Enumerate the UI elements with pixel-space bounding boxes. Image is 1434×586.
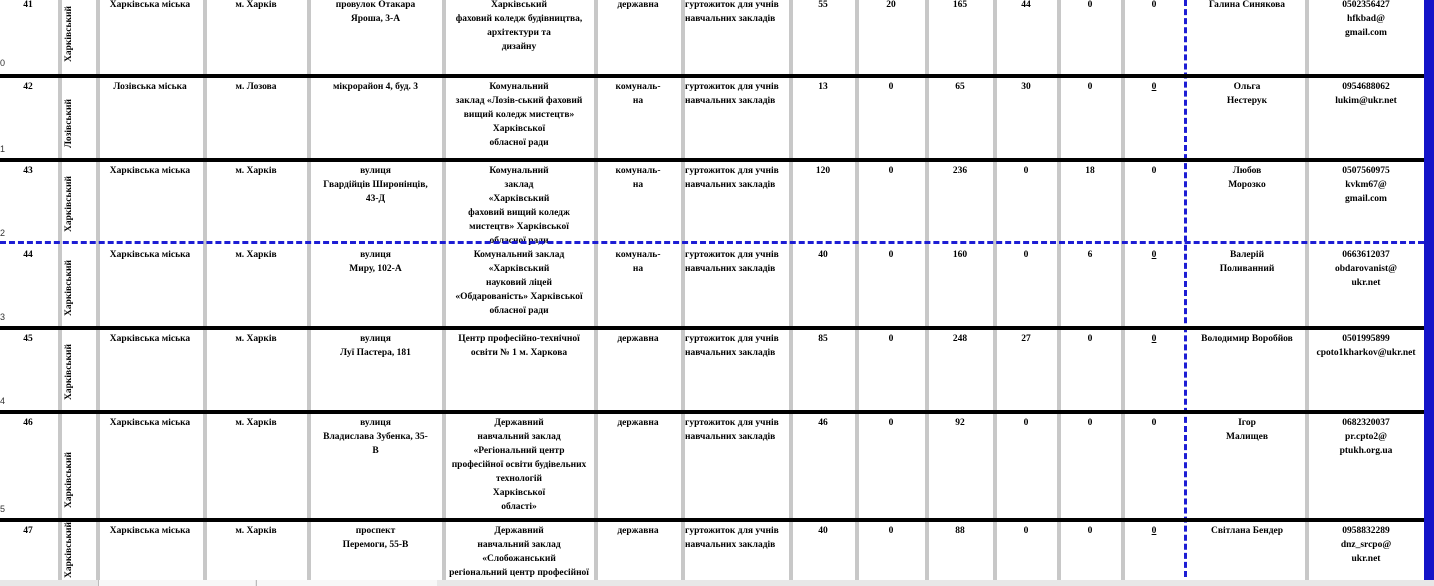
facility-type-cell[interactable]: гуртожиток для учнів навчальних закладів: [685, 334, 779, 358]
contact-person-cell[interactable]: Валерій Поливанний: [1219, 250, 1275, 274]
row-number-cell[interactable]: 46: [23, 418, 33, 428]
value-cell-2[interactable]: 0: [888, 250, 894, 260]
ownership-cell[interactable]: державна: [617, 418, 659, 428]
address-cell[interactable]: вулиця Гвардійців Широнінців, 43-Д: [323, 166, 428, 204]
phone-text: 0507560975: [1342, 166, 1390, 176]
row-number-cell[interactable]: 42: [23, 82, 33, 92]
contact-person-cell[interactable]: Володимир Воробйов: [1201, 334, 1293, 344]
value-cell-2[interactable]: 0: [888, 334, 894, 344]
district-label: Харківський: [64, 260, 74, 316]
community-cell[interactable]: Харківська міська: [109, 418, 191, 428]
contact-person-cell[interactable]: Галина Синякова: [1208, 0, 1286, 10]
email-text: kvkm67@ gmail.com: [1345, 180, 1387, 204]
row-header-fragment: 2: [0, 228, 6, 238]
contact-info-cell[interactable]: [1309, 0, 1423, 40]
contact-info-cell[interactable]: [1309, 524, 1423, 566]
value-cell-6[interactable]: 0: [1151, 166, 1157, 176]
city-cell[interactable]: м. Харків: [235, 334, 277, 344]
institution-cell[interactable]: Комунальний заклад «Харківський фаховий вищий коледж мистецтв» Харківської обласної ради: [468, 166, 570, 246]
community-cell[interactable]: Лозівська міська: [113, 82, 187, 92]
value-cell-4[interactable]: 27: [1021, 334, 1031, 344]
value-cell-1[interactable]: 120: [815, 166, 831, 176]
email-text: lukim@ukr.net: [1335, 96, 1397, 106]
value-cell-1[interactable]: 40: [818, 250, 828, 260]
value-cell-4[interactable]: 30: [1021, 82, 1031, 92]
city-cell[interactable]: м. Харків: [235, 166, 277, 176]
table-row[interactable]: [0, 520, 1424, 586]
district-label: Харківський: [64, 344, 74, 400]
institution-cell[interactable]: Комунальний заклад «Лозів-ський фаховий вищий коледж мистецтв» Харківської обласної ради: [455, 82, 583, 148]
city-cell[interactable]: м. Харків: [235, 526, 277, 536]
value-cell-5[interactable]: 0: [1087, 526, 1093, 536]
row-header-fragment: 4: [0, 396, 6, 406]
value-cell-1[interactable]: 46: [818, 418, 828, 428]
ownership-cell[interactable]: комуналь- на: [615, 166, 661, 190]
phone-text: 0502356427: [1342, 0, 1390, 10]
table-row[interactable]: [0, 328, 1424, 408]
contact-info-cell[interactable]: [1309, 164, 1423, 206]
facility-type-cell[interactable]: гуртожиток для учнів навчальних закладів: [685, 166, 779, 190]
address-cell[interactable]: вулиця Луї Пастера, 181: [340, 334, 411, 358]
contact-person-cell[interactable]: Світлана Бендер: [1210, 526, 1283, 536]
value-cell-6[interactable]: 0: [1151, 0, 1157, 10]
value-cell-3[interactable]: 160: [952, 250, 968, 260]
city-cell[interactable]: м. Харків: [235, 0, 277, 10]
sheet-tab[interactable]: [256, 580, 437, 586]
ownership-cell[interactable]: державна: [617, 0, 659, 10]
value-cell-2[interactable]: 0: [888, 418, 894, 428]
row-number-cell[interactable]: 45: [23, 334, 33, 344]
value-cell-1[interactable]: 85: [818, 334, 828, 344]
table-row[interactable]: [0, 76, 1424, 156]
contact-info-cell[interactable]: [1309, 332, 1423, 360]
district-cell[interactable]: [64, 80, 78, 152]
row-number-cell[interactable]: 44: [23, 250, 33, 260]
district-cell[interactable]: [64, 164, 78, 236]
institution-cell[interactable]: Харківський фаховий коледж будівництва, архітектури та дизайну: [455, 0, 583, 52]
value-cell-5[interactable]: 0: [1087, 82, 1093, 92]
sheet-scrollbar[interactable]: [0, 580, 1434, 586]
row-number-cell[interactable]: 47: [23, 526, 33, 536]
district-cell[interactable]: [64, 416, 78, 512]
institution-cell[interactable]: Центр професійно-технічної освіти № 1 м. Харкова: [458, 334, 580, 358]
contact-info-cell[interactable]: [1309, 416, 1423, 458]
row-number-cell[interactable]: 43: [23, 166, 33, 176]
row-header-fragment: 0: [0, 58, 6, 68]
value-cell-5[interactable]: 0: [1087, 418, 1093, 428]
address-cell[interactable]: провулок Отакара Яроша, 3-А: [335, 0, 416, 24]
phone-text: 0954688062: [1342, 82, 1390, 92]
value-cell-5[interactable]: 0: [1087, 0, 1093, 10]
community-cell[interactable]: Харківська міська: [109, 334, 191, 344]
value-cell-4[interactable]: 44: [1021, 0, 1031, 10]
address-cell[interactable]: проспект Перемоги, 55-В: [342, 526, 409, 550]
phone-text: 0958832289: [1342, 526, 1390, 536]
value-cell-3[interactable]: 65: [955, 82, 965, 92]
value-cell-6[interactable]: 0: [1151, 250, 1157, 260]
district-label: Харківський: [64, 176, 74, 232]
value-cell-3[interactable]: 248: [952, 334, 968, 344]
contact-person-cell[interactable]: Любов Морозко: [1228, 166, 1266, 190]
value-cell-5[interactable]: 18: [1085, 166, 1095, 176]
row-separator: [0, 518, 1424, 522]
community-cell[interactable]: Харківська міська: [109, 0, 191, 10]
sheet-tab[interactable]: [98, 580, 255, 586]
district-cell[interactable]: [64, 524, 78, 582]
value-cell-3[interactable]: 236: [952, 166, 968, 176]
email-text: cpoto1kharkov@ukr.net: [1316, 348, 1416, 358]
row-separator: [0, 410, 1424, 414]
value-cell-4[interactable]: 0: [1023, 250, 1029, 260]
district-cell[interactable]: [64, 248, 78, 320]
email-text: dnz_srcpo@ ukr.net: [1340, 540, 1392, 564]
value-cell-1[interactable]: 40: [818, 526, 828, 536]
facility-type-cell[interactable]: гуртожиток для учнів навчальних закладів: [685, 526, 779, 550]
contact-person-cell[interactable]: Ігор Малищев: [1226, 418, 1268, 442]
district-label: Харківський: [64, 452, 74, 508]
value-cell-6[interactable]: 0: [1151, 526, 1157, 536]
city-cell[interactable]: м. Харків: [235, 418, 277, 428]
phone-text: 0682320037: [1342, 418, 1390, 428]
ownership-cell[interactable]: державна: [617, 334, 659, 344]
value-cell-2[interactable]: 0: [888, 166, 894, 176]
row-header-fragment: 3: [0, 312, 6, 322]
community-cell[interactable]: Харківська міська: [109, 250, 191, 260]
district-cell[interactable]: [64, 332, 78, 404]
value-cell-2[interactable]: 0: [888, 526, 894, 536]
value-cell-4[interactable]: 0: [1023, 418, 1029, 428]
facility-type-cell[interactable]: гуртожиток для учнів навчальних закладів: [685, 418, 779, 442]
district-label: Лозівський: [64, 99, 74, 148]
value-cell-4[interactable]: 0: [1023, 526, 1029, 536]
value-cell-2[interactable]: 20: [886, 0, 896, 10]
value-cell-3[interactable]: 92: [955, 418, 965, 428]
institution-cell[interactable]: Комунальний заклад «Харківський науковий ліцей «Обдарованість» Харківської обласної ради: [455, 250, 583, 316]
address-cell[interactable]: вулиця Владислава Зубенка, 35- В: [323, 418, 428, 456]
value-cell-6[interactable]: 0: [1151, 334, 1157, 344]
table-row[interactable]: [0, 244, 1424, 324]
email-text: pr.cpto2@ ptukh.org.ua: [1339, 432, 1393, 456]
facility-type-cell[interactable]: гуртожиток для учнів навчальних закладів: [685, 0, 779, 24]
contact-info-cell[interactable]: [1309, 80, 1423, 108]
ownership-cell[interactable]: державна: [617, 526, 659, 536]
phone-text: 0501995899: [1342, 334, 1390, 344]
community-cell[interactable]: Харківська міська: [109, 526, 191, 536]
facility-type-cell[interactable]: гуртожиток для учнів навчальних закладів: [685, 82, 779, 106]
table-row[interactable]: [0, 412, 1424, 516]
row-number-cell[interactable]: 41: [23, 0, 33, 10]
community-cell[interactable]: Харківська міська: [109, 166, 191, 176]
value-cell-3[interactable]: 165: [952, 0, 968, 10]
institution-cell[interactable]: Державний навчальний заклад «Регіональний центр професійної освіти будівельних технологій Харківської області»: [451, 418, 587, 512]
city-cell[interactable]: м. Харків: [235, 250, 277, 260]
district-label: Харківський: [64, 6, 74, 62]
value-cell-4[interactable]: 0: [1023, 166, 1029, 176]
table-row[interactable]: [0, 160, 1424, 246]
row-separator: [0, 74, 1424, 78]
ownership-cell[interactable]: комуналь- на: [615, 250, 661, 274]
city-cell[interactable]: м. Лозова: [235, 82, 277, 92]
phone-text: 0663612037: [1342, 250, 1390, 260]
district-label: Харківський: [64, 522, 74, 578]
page-break-horizontal: [0, 241, 1424, 244]
address-cell[interactable]: мікрорайон 4, буд. 3: [332, 82, 419, 92]
value-cell-6[interactable]: 0: [1151, 418, 1157, 428]
address-cell[interactable]: вулиця Миру, 102-А: [349, 250, 402, 274]
email-text: obdarovanist@ ukr.net: [1335, 264, 1397, 288]
row-separator: [0, 158, 1424, 162]
ownership-cell[interactable]: комуналь- на: [615, 82, 661, 106]
row-header-fragment: 1: [0, 144, 6, 154]
row-header-fragment: 5: [0, 504, 6, 514]
value-cell-1[interactable]: 55: [818, 0, 828, 10]
institution-cell[interactable]: Державний навчальний заклад «Слобожанський регіональний центр професійної: [449, 526, 589, 578]
value-cell-1[interactable]: 13: [818, 82, 828, 92]
contact-info-cell[interactable]: [1309, 248, 1423, 290]
facility-type-cell[interactable]: гуртожиток для учнів навчальних закладів: [685, 250, 779, 274]
row-separator: [0, 326, 1424, 330]
value-cell-3[interactable]: 88: [955, 526, 965, 536]
value-cell-6[interactable]: 0: [1151, 82, 1157, 92]
page-border-right: [1424, 0, 1434, 586]
value-cell-5[interactable]: 6: [1087, 250, 1093, 260]
contact-person-cell[interactable]: Ольга Нестерук: [1226, 82, 1268, 106]
table-row[interactable]: [0, 0, 1424, 70]
district-cell[interactable]: [64, 0, 78, 66]
value-cell-5[interactable]: 0: [1087, 334, 1093, 344]
value-cell-2[interactable]: 0: [888, 82, 894, 92]
email-text: hfkbad@ gmail.com: [1345, 14, 1387, 38]
